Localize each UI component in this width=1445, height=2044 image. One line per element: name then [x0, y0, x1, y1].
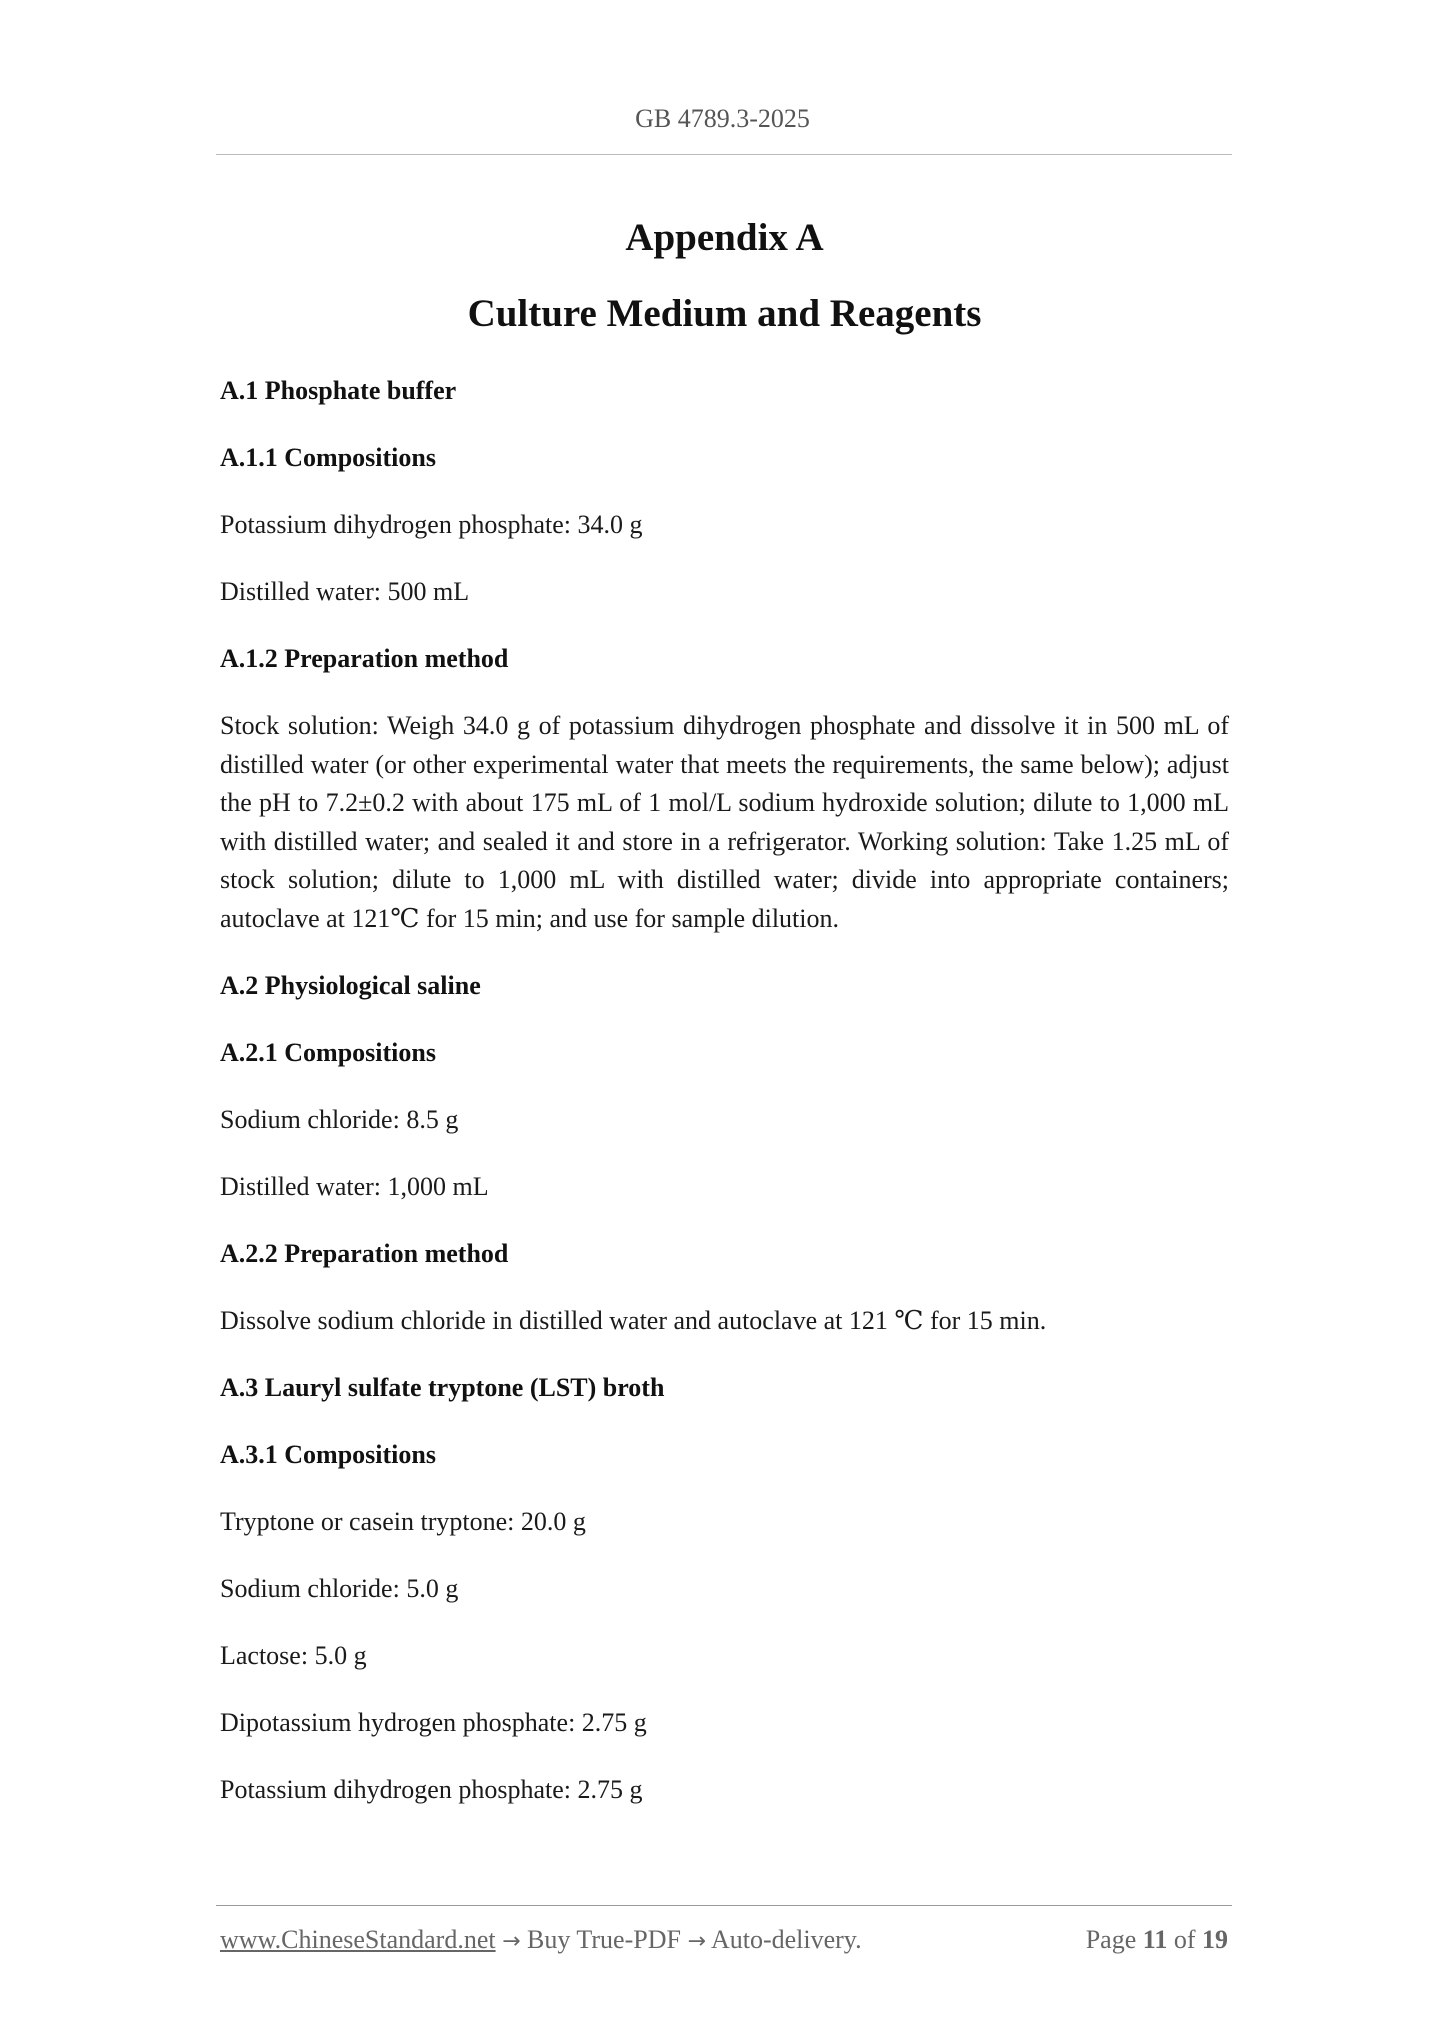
composition-item: Distilled water: 1,000 mL [220, 1172, 489, 1201]
composition-item: Distilled water: 500 mL [220, 577, 470, 606]
page-label: Page [1085, 1925, 1137, 1954]
preparation-paragraph-a2: Dissolve sodium chloride in distilled water and autoclave at 121 ℃ for 15 min. [220, 1306, 1047, 1335]
arrow-right-icon: → [502, 1929, 521, 1954]
subsection-heading-a1-1: A.1.1 Compositions [220, 443, 436, 472]
website-link[interactable]: www.ChineseStandard.net [220, 1925, 496, 1954]
page-number [1086, 1922, 1228, 1958]
footer-promo [220, 1922, 862, 1960]
subsection-heading-a3-1: A.3.1 Compositions [220, 1440, 436, 1469]
header-divider [216, 154, 1232, 155]
section-heading-a1: A.1 Phosphate buffer [220, 376, 457, 405]
buy-text: Buy True-PDF [527, 1925, 681, 1954]
composition-item: Potassium dihydrogen phosphate: 2.75 g [220, 1775, 643, 1804]
composition-item: Potassium dihydrogen phosphate: 34.0 g [220, 510, 643, 539]
page-of-label: of [1173, 1925, 1196, 1954]
composition-item: Tryptone or casein tryptone: 20.0 g [220, 1507, 586, 1536]
running-header: GB 4789.3-2025 [635, 104, 810, 133]
page-total: 19 [1202, 1925, 1228, 1954]
page-content [220, 212, 1229, 1838]
composition-item: Sodium chloride: 5.0 g [220, 1574, 459, 1603]
footer-divider [216, 1905, 1232, 1906]
subsection-heading-a2-2: A.2.2 Preparation method [220, 1239, 509, 1268]
arrow-right-icon: → [687, 1929, 706, 1954]
appendix-subtitle: Culture Medium and Reagents [467, 292, 982, 335]
composition-item: Lactose: 5.0 g [220, 1641, 367, 1670]
subsection-heading-a2-1: A.2.1 Compositions [220, 1038, 436, 1067]
appendix-title: Appendix A [625, 216, 824, 259]
section-heading-a3: A.3 Lauryl sulfate tryptone (LST) broth [220, 1373, 665, 1402]
page-current: 11 [1142, 1925, 1168, 1954]
composition-item: Sodium chloride: 8.5 g [220, 1105, 459, 1134]
composition-item: Dipotassium hydrogen phosphate: 2.75 g [220, 1708, 647, 1737]
delivery-text: Auto-delivery. [710, 1925, 862, 1954]
section-heading-a2: A.2 Physiological saline [220, 971, 481, 1000]
subsection-heading-a1-2: A.1.2 Preparation method [220, 644, 509, 673]
preparation-paragraph-a1: Stock solution: Weigh 34.0 g of potassium dihydrogen phosphate and dissolve it in 500 mL of distilled water (or other experimental water that meets the requirements, the same below); adjust the pH to 7.2±0.2 with about 175 mL of 1 mol/L sodium hydroxide solution; dilute to 1,000 mL with distilled water; and sealed it and store in a refrigerator. Working solution: Take 1.25 mL of stock solution; dilute to 1,000 mL with distilled water; divide into appropriate containers; autoclave at 121℃ for 15 min; and use for sample dilution. [220, 711, 1229, 933]
